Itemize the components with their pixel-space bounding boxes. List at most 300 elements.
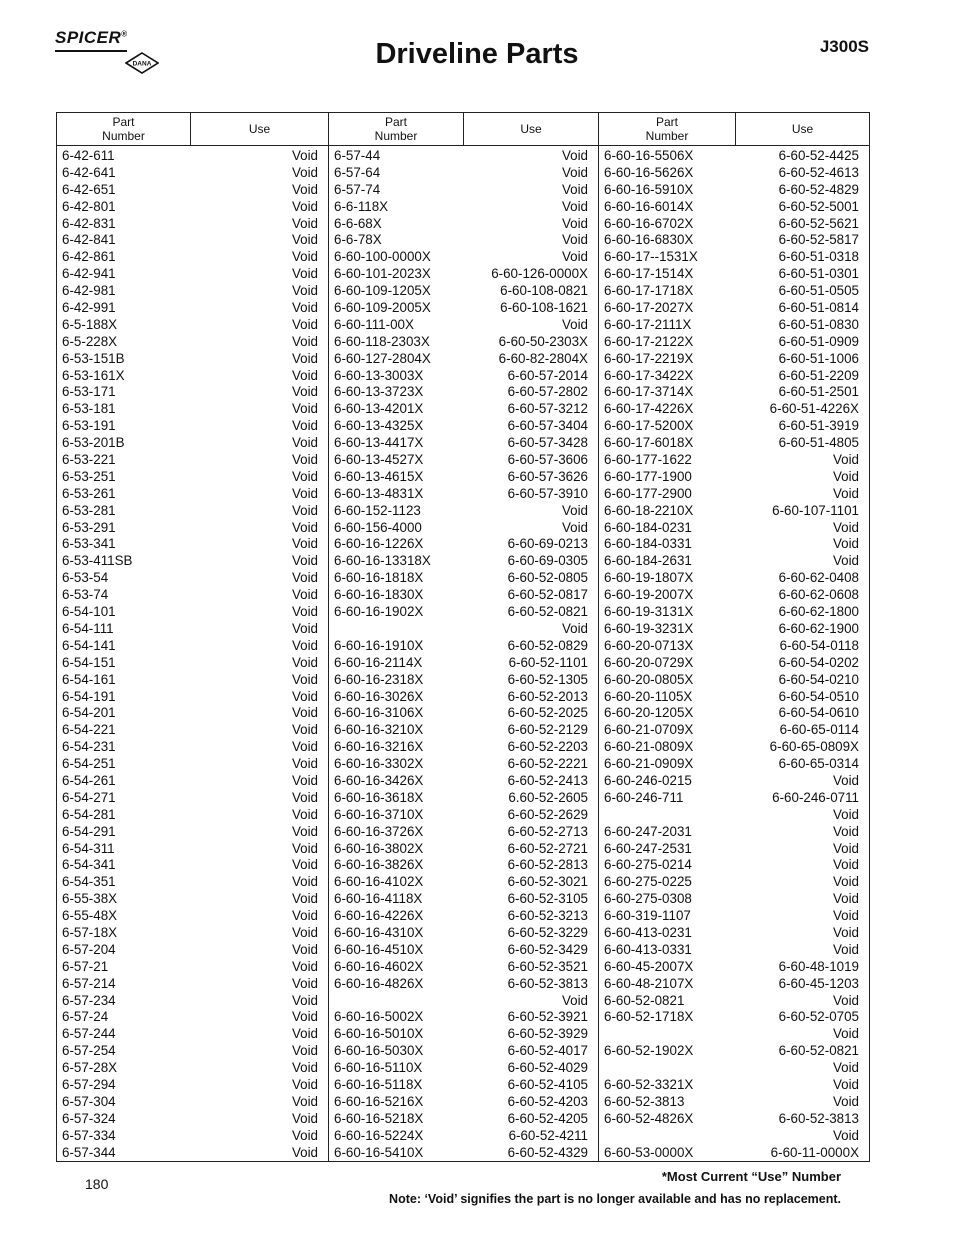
table-row (329, 824, 598, 841)
part-number-cell: 6-60-16-4510X (334, 941, 424, 957)
table-row (57, 351, 328, 368)
part-number-cell: 6-57-28X (62, 1060, 118, 1076)
table-row (329, 418, 598, 435)
table-row (57, 722, 328, 739)
part-number-cell: 6-60-16-4102X (334, 874, 424, 890)
table-row (599, 418, 869, 435)
header-use-2: Use (464, 113, 599, 145)
part-number-cell: 6-42-801 (62, 198, 116, 214)
use-cell: Void (832, 924, 859, 940)
use-cell: Void (291, 857, 318, 873)
part-number-cell: 6-60-19-3231X (604, 620, 694, 636)
table-row (329, 672, 598, 689)
use-cell: Void (291, 350, 318, 366)
table-row (599, 756, 869, 773)
use-cell: Void (291, 1127, 318, 1143)
use-cell: 6-60-51-0505 (778, 283, 859, 299)
part-number-cell: 6-60-13-3003X (334, 367, 424, 383)
table-row (599, 368, 869, 385)
use-cell: 6-60-65-0314 (778, 756, 859, 772)
part-number-cell: 6-60-19-2007X (604, 587, 694, 603)
table-row (599, 216, 869, 233)
table-row (599, 469, 869, 486)
table-row (57, 536, 328, 553)
use-cell: 6.60-52-2605 (508, 789, 588, 805)
table-row (599, 841, 869, 858)
table-row (599, 384, 869, 401)
use-cell: Void (832, 1076, 859, 1092)
use-cell: 6-60-45-1203 (778, 975, 859, 991)
table-row (599, 317, 869, 334)
use-cell: 6-60-65-0809X (769, 739, 859, 755)
table-row (599, 351, 869, 368)
part-number-cell: 6-42-831 (62, 215, 116, 231)
part-number-cell: 6-60-45-2007X (604, 958, 694, 974)
part-number-cell: 6-60-52-4826X (604, 1110, 694, 1126)
use-cell: 6-60-51-4226X (769, 401, 859, 417)
footnote-void: Note: ‘Void’ signifies the part is no longer available and has no replacement. (389, 1192, 841, 1206)
part-number-cell: 6-53-341 (62, 536, 116, 552)
use-cell: Void (832, 553, 859, 569)
use-cell: 6-60-52-3521 (507, 958, 588, 974)
part-number-cell: 6-60-16-4310X (334, 924, 424, 940)
use-cell: Void (291, 148, 318, 163)
table-row (599, 587, 869, 604)
table-row (57, 959, 328, 976)
use-cell: 6-60-52-4205 (507, 1110, 588, 1126)
use-cell: 6-60-65-0114 (779, 722, 859, 738)
use-cell: 6-60-69-0305 (507, 553, 588, 569)
table-row (599, 908, 869, 925)
use-cell: 6-60-54-0510 (778, 688, 859, 704)
use-cell: Void (291, 1144, 318, 1160)
table-row (599, 976, 869, 993)
use-cell: Void (291, 452, 318, 468)
table-row (599, 182, 869, 199)
table-row (57, 1043, 328, 1060)
part-number-cell: 6-60-16-4118X (334, 891, 423, 907)
use-cell: 6-60-51-3919 (778, 418, 859, 434)
table-row (57, 232, 328, 249)
table-row (57, 486, 328, 503)
table-row (329, 1060, 598, 1077)
use-cell: Void (291, 604, 318, 620)
table-row (57, 435, 328, 452)
part-number-cell: 6-60-20-1205X (604, 705, 694, 721)
use-cell: Void (291, 1009, 318, 1025)
use-cell: Void (832, 857, 859, 873)
use-cell: 6-60-52-2713 (507, 823, 588, 839)
table-row (57, 1060, 328, 1077)
use-cell: 6-60-52-4017 (507, 1043, 588, 1059)
table-row (329, 807, 598, 824)
use-cell: Void (832, 1093, 859, 1109)
part-number-cell: 6-42-841 (62, 232, 116, 248)
use-cell: 6-60-48-1019 (778, 958, 859, 974)
use-cell: 6-60-51-0814 (778, 300, 859, 316)
part-number-cell: 6-60-16-3302X (334, 756, 424, 772)
table-row (329, 993, 598, 1010)
part-number-cell: 6-60-48-2107X (604, 975, 694, 991)
table-row (57, 891, 328, 908)
use-cell: 6-60-54-0202 (778, 654, 859, 670)
use-cell: 6-60-52-0805 (507, 570, 588, 586)
use-cell: 6-60-52-3229 (507, 924, 588, 940)
part-number-cell: 6-60-101-2023X (334, 266, 431, 282)
table-row (57, 773, 328, 790)
use-cell: Void (291, 789, 318, 805)
use-cell: Void (561, 316, 588, 332)
part-number-cell: 6-60-16-6014X (604, 198, 694, 214)
part-number-cell: 6-60-52-1718X (604, 1009, 694, 1025)
part-number-cell: 6-60-127-2804X (334, 350, 431, 366)
part-number-cell: 6-60-52-3813 (604, 1093, 685, 1109)
part-number-cell: 6-60-16-5224X (334, 1127, 424, 1143)
table-row (329, 317, 598, 334)
part-number-cell: 6-42-941 (62, 266, 116, 282)
table-row (329, 621, 598, 638)
use-cell: Void (291, 924, 318, 940)
use-cell: 6-60-52-3813 (778, 1110, 859, 1126)
use-cell: Void (291, 536, 318, 552)
table-row (57, 1128, 328, 1145)
part-number-cell: 6-53-74 (62, 587, 109, 603)
table-row (599, 452, 869, 469)
table-row (329, 469, 598, 486)
table-row (57, 182, 328, 199)
table-row (599, 672, 869, 689)
use-cell: 6-60-52-3021 (507, 874, 588, 890)
use-cell: 6-60-11-0000X (770, 1144, 859, 1160)
part-number-cell: 6-60-52-1902X (604, 1043, 694, 1059)
part-number-cell: 6-60-17-6018X (604, 435, 694, 451)
table-row (599, 705, 869, 722)
part-number-cell: 6-53-221 (62, 452, 116, 468)
table-row (57, 249, 328, 266)
use-cell: 6-60-52-2221 (507, 756, 588, 772)
part-number-cell: 6-53-181 (62, 401, 116, 417)
table-row (599, 739, 869, 756)
logo-sub-text: DANA (132, 60, 152, 68)
part-number-cell: 6-54-261 (62, 772, 116, 788)
use-cell: Void (832, 874, 859, 890)
part-number-cell: 6-57-234 (62, 992, 116, 1008)
part-number-cell: 6-60-16-5110X (334, 1060, 423, 1076)
part-number-cell: 6-5-228X (62, 333, 118, 349)
table-row (57, 503, 328, 520)
table-row (599, 1145, 869, 1162)
table-row (599, 520, 869, 537)
table-row (599, 266, 869, 283)
use-cell: 6-60-57-3626 (507, 468, 588, 484)
use-cell: 6-60-52-1101 (508, 654, 588, 670)
table-row (329, 1077, 598, 1094)
table-row (57, 857, 328, 874)
use-cell: Void (291, 637, 318, 653)
table-row (329, 1128, 598, 1145)
part-number-cell: 6-54-141 (62, 637, 116, 653)
table-row (599, 1111, 869, 1128)
part-number-cell: 6-60-156-4000 (334, 519, 422, 535)
table-row (329, 1043, 598, 1060)
use-cell: 6-60-52-2129 (507, 722, 588, 738)
part-number-cell: 6-53-261 (62, 485, 116, 501)
table-row (57, 925, 328, 942)
use-cell: Void (291, 367, 318, 383)
use-cell: Void (832, 1026, 859, 1042)
table-row (57, 570, 328, 587)
part-number-cell: 6-53-291 (62, 519, 116, 535)
use-cell: 6-60-57-2802 (507, 384, 588, 400)
use-cell: 6-60-57-3606 (507, 452, 588, 468)
part-number-cell: 6-60-17-3422X (604, 367, 694, 383)
part-number-cell: 6-57-334 (62, 1127, 116, 1143)
use-cell: Void (291, 840, 318, 856)
table-row (57, 672, 328, 689)
part-number-cell: 6-60-20-1105X (604, 688, 693, 704)
table-row (599, 1094, 869, 1111)
use-cell: 6-60-54-0118 (779, 637, 859, 653)
use-cell: 6-60-108-0821 (500, 283, 588, 299)
use-cell: 6-60-57-3212 (507, 401, 588, 417)
table-row (57, 705, 328, 722)
table-row (599, 570, 869, 587)
use-cell: 6-60-52-3813 (507, 975, 588, 991)
use-cell: Void (832, 992, 859, 1008)
table-row (57, 604, 328, 621)
use-cell: 6-60-57-3404 (507, 418, 588, 434)
table-row (57, 621, 328, 638)
use-cell: 6-60-52-4829 (778, 181, 859, 197)
table-row (57, 807, 328, 824)
part-number-cell: 6-54-101 (62, 604, 116, 620)
part-number-cell: 6-60-52-3321X (604, 1076, 694, 1092)
part-number-cell: 6-60-21-0909X (604, 756, 694, 772)
part-number-cell: 6-60-184-0331 (604, 536, 692, 552)
use-cell: Void (291, 198, 318, 214)
header-part-number-1: Part Number (57, 113, 191, 145)
table-row (599, 824, 869, 841)
table-row (329, 655, 598, 672)
use-cell: Void (291, 975, 318, 991)
part-number-cell: 6-60-16-3106X (334, 705, 424, 721)
part-number-cell: 6-54-111 (62, 620, 114, 636)
part-number-cell: 6-60-16-5010X (334, 1026, 424, 1042)
table-row (599, 621, 869, 638)
part-number-cell: 6-54-161 (62, 671, 116, 687)
use-cell: 6-60-52-5001 (778, 198, 859, 214)
part-number-cell: 6-60-16-2318X (334, 671, 424, 687)
table-row (329, 1094, 598, 1111)
table-row (329, 570, 598, 587)
use-cell: 6-60-52-5817 (778, 232, 859, 248)
table-row (599, 773, 869, 790)
table-row (599, 486, 869, 503)
part-number-cell: 6-60-17-2122X (604, 333, 694, 349)
use-cell: 6-60-52-0829 (507, 637, 588, 653)
table-row (329, 266, 598, 283)
table-row (57, 655, 328, 672)
table-row (599, 655, 869, 672)
part-number-cell: 6-6-118X (334, 198, 389, 214)
table-row (329, 1111, 598, 1128)
part-number-cell: 6-60-17-2111X (604, 316, 692, 332)
part-number-cell: 6-57-64 (334, 164, 381, 180)
table-row (57, 1145, 328, 1162)
part-number-cell: 6-60-16-5002X (334, 1009, 424, 1025)
table-row (57, 1077, 328, 1094)
table-row (329, 604, 598, 621)
part-number-cell: 6-42-641 (62, 164, 116, 180)
table-row (599, 553, 869, 570)
part-number-cell: 6-60-16-1910X (334, 637, 424, 653)
use-cell: 6-60-52-0817 (507, 587, 588, 603)
table-row (329, 165, 598, 182)
table-row (57, 520, 328, 537)
table-row (599, 638, 869, 655)
part-number-cell: 6-60-275-0214 (604, 857, 692, 873)
use-cell: Void (291, 418, 318, 434)
part-number-cell: 6-53-251 (62, 468, 116, 484)
table-row (329, 368, 598, 385)
table-row (329, 790, 598, 807)
table-row (329, 959, 598, 976)
table-row (329, 857, 598, 874)
use-cell: 6-60-52-2721 (507, 840, 588, 856)
use-cell: Void (832, 468, 859, 484)
part-number-cell: 6-55-48X (62, 908, 118, 924)
part-number-cell: 6-42-861 (62, 249, 116, 265)
part-number-cell: 6-54-341 (62, 857, 116, 873)
part-number-cell: 6-60-13-4201X (334, 401, 424, 417)
part-number-cell: 6-6-68X (334, 215, 382, 231)
part-number-cell: 6-60-16-5216X (334, 1093, 424, 1109)
use-cell: 6-60-52-3105 (507, 891, 588, 907)
use-cell: Void (561, 249, 588, 265)
use-cell: 6-60-51-2501 (778, 384, 859, 400)
table-row (329, 891, 598, 908)
part-number-cell: 6-42-981 (62, 283, 116, 299)
part-number-cell: 6-60-16-5626X (604, 164, 694, 180)
use-cell: 6-60-126-0000X (491, 266, 588, 282)
table-row (329, 401, 598, 418)
table-row (329, 334, 598, 351)
use-cell: 6-60-54-0610 (778, 705, 859, 721)
use-cell: 6-60-62-1800 (778, 604, 859, 620)
use-cell: 6-60-52-2629 (507, 806, 588, 822)
part-number-cell: 6-60-17-2027X (604, 300, 694, 316)
use-cell: Void (291, 468, 318, 484)
use-cell: Void (291, 671, 318, 687)
part-number-cell: 6-57-18X (62, 924, 118, 940)
table-row (599, 807, 869, 824)
use-cell: 6-60-52-3429 (507, 941, 588, 957)
use-cell: 6-60-52-4329 (507, 1144, 588, 1160)
part-number-cell: 6-60-16-4602X (334, 958, 424, 974)
header-part-number-3: Part Number (599, 113, 736, 145)
part-number-cell: 6-60-16-5118X (334, 1076, 423, 1092)
use-cell: Void (291, 485, 318, 501)
part-number-cell: 6-53-411SB (62, 553, 133, 569)
use-cell: 6-60-51-2209 (778, 367, 859, 383)
table-row (57, 300, 328, 317)
use-cell: 6-60-82-2804X (498, 350, 588, 366)
table-row (57, 1026, 328, 1043)
use-cell: 6-60-52-4029 (507, 1060, 588, 1076)
use-cell: Void (291, 553, 318, 569)
use-cell: Void (291, 823, 318, 839)
part-number-cell: 6-60-111-00X (334, 316, 414, 332)
part-number-cell: 6-60-413-0231 (604, 924, 692, 940)
table-row (57, 1111, 328, 1128)
table-row (599, 334, 869, 351)
table-row (57, 266, 328, 283)
part-number-cell: 6-60-152-1123 (334, 502, 421, 518)
table-row (329, 908, 598, 925)
part-number-cell: 6-60-16-6702X (604, 215, 694, 231)
table-row (329, 1145, 598, 1162)
use-cell: Void (561, 620, 588, 636)
use-cell: 6-60-52-4203 (507, 1093, 588, 1109)
part-number-cell: 6-60-16-3026X (334, 688, 424, 704)
use-cell: 6-60-62-0608 (778, 587, 859, 603)
use-cell: 6-60-54-0210 (778, 671, 859, 687)
table-row (57, 283, 328, 300)
table-row (599, 891, 869, 908)
use-cell: Void (291, 739, 318, 755)
table-row (57, 418, 328, 435)
table-row (329, 689, 598, 706)
use-cell: Void (832, 452, 859, 468)
use-cell: 6-60-57-2014 (507, 367, 588, 383)
table-row (599, 199, 869, 216)
part-number-cell: 6-60-16-5506X (604, 148, 694, 163)
use-cell: 6-60-62-0408 (778, 570, 859, 586)
use-cell: 6-60-52-0821 (778, 1043, 859, 1059)
header-part-number-2: Part Number (329, 113, 464, 145)
table-row (329, 503, 598, 520)
table-row (57, 739, 328, 756)
use-cell: Void (561, 502, 588, 518)
part-number-cell: 6-54-291 (62, 823, 116, 839)
part-number-cell: 6-53-281 (62, 502, 116, 518)
table-row (329, 148, 598, 165)
table-row (599, 300, 869, 317)
use-cell: Void (291, 249, 318, 265)
table-column-2 (329, 146, 599, 1161)
part-number-cell: 6-54-221 (62, 722, 116, 738)
part-number-cell: 6-60-177-1900 (604, 468, 692, 484)
part-number-cell: 6-60-16-1902X (334, 604, 424, 620)
table-row (57, 148, 328, 165)
use-cell: Void (832, 1060, 859, 1076)
use-cell: Void (291, 283, 318, 299)
use-cell: 6-60-246-0711 (772, 789, 859, 805)
table-row (57, 942, 328, 959)
part-number-cell: 6-57-24 (62, 1009, 109, 1025)
table-row (329, 638, 598, 655)
use-cell: Void (832, 941, 859, 957)
part-number-cell: 6-60-53-0000X (604, 1144, 694, 1160)
use-cell: Void (291, 1110, 318, 1126)
part-number-cell: 6-60-19-3131X (604, 604, 694, 620)
table-row (57, 553, 328, 570)
use-cell: Void (291, 300, 318, 316)
part-number-cell: 6-60-100-0000X (334, 249, 431, 265)
use-cell: Void (561, 148, 588, 163)
use-cell: Void (291, 435, 318, 451)
table-row (57, 874, 328, 891)
